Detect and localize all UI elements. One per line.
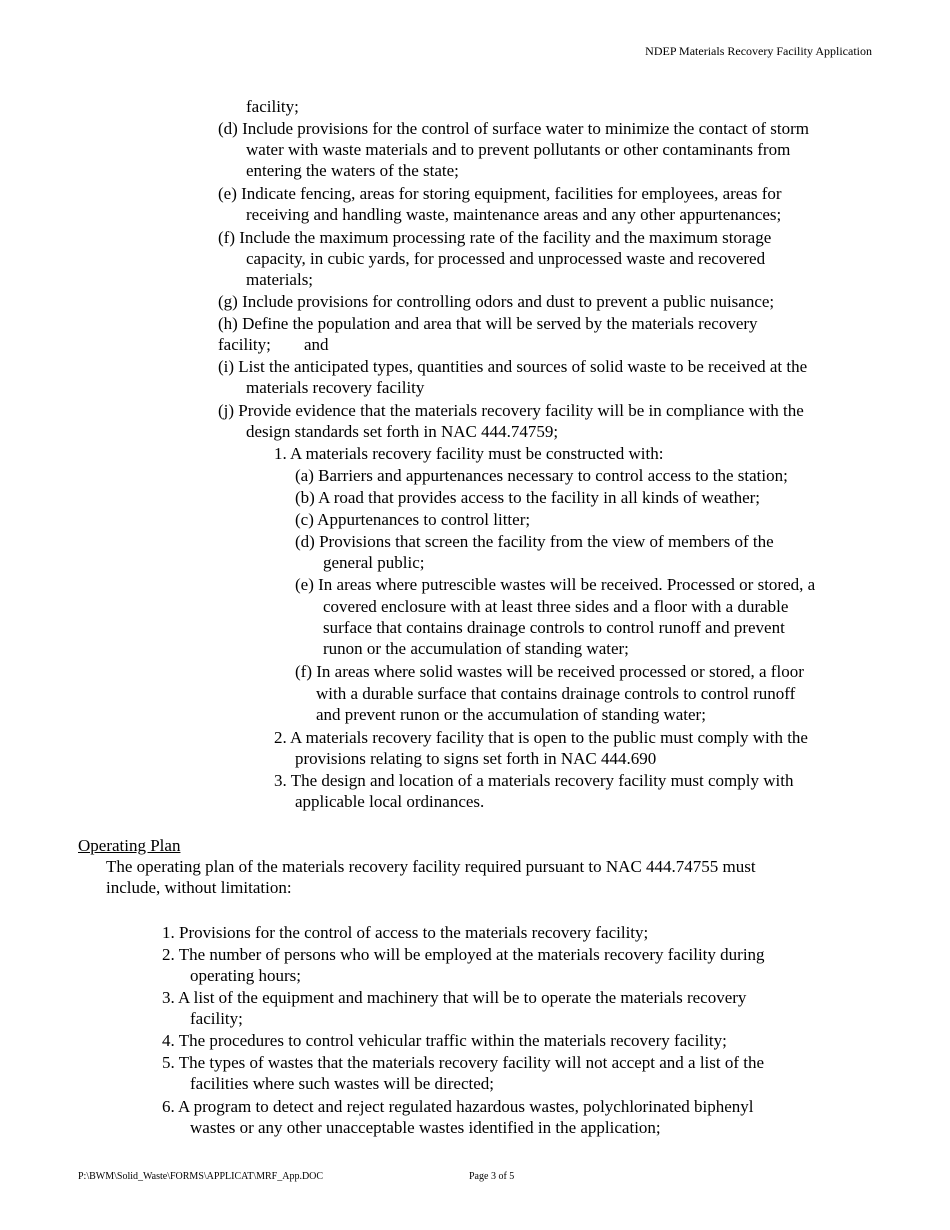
standard-1c: (c) Appurtenances to control litter;: [295, 510, 531, 529]
operating-plan-intro-line2: include, without limitation:: [106, 878, 292, 897]
standard-2: 2. A materials recovery facility that is open to the public must comply with the: [274, 728, 808, 747]
standard-3: 3. The design and location of a materials recovery facility must comply with: [274, 771, 794, 790]
item-h-line2: facility;: [218, 335, 271, 354]
item-j: (j) Provide evidence that the materials recovery facility will be in compliance with the: [218, 401, 804, 420]
standard-1f-line2: with a durable surface that contains drainage controls to control runoff: [316, 684, 796, 703]
standard-1: 1. A materials recovery facility must be constructed with:: [274, 444, 664, 463]
standard-1e: (e) In areas where putrescible wastes will be received. Processed or stored, a: [295, 575, 816, 594]
operating-item-4: 4. The procedures to control vehicular traffic within the materials recovery facility;: [162, 1031, 727, 1050]
operating-item-3: 3. A list of the equipment and machinery that will be to operate the materials recovery: [162, 988, 747, 1007]
operating-item-6: 6. A program to detect and reject regulated hazardous wastes, polychlorinated biphenyl: [162, 1097, 754, 1116]
page-header: NDEP Materials Recovery Facility Application: [645, 44, 872, 58]
operating-item-5: 5. The types of wastes that the materials recovery facility will not accept and a list of the: [162, 1053, 765, 1072]
standard-1f: (f) In areas where solid wastes will be received processed or stored, a floor: [295, 662, 804, 681]
standard-1e-line3: surface that contains drainage controls to control runoff and prevent: [323, 618, 785, 637]
item-j-line2: design standards set forth in NAC 444.74759;: [246, 422, 559, 441]
item-c-continuation: facility;: [246, 97, 299, 116]
item-i: (i) List the anticipated types, quantities and sources of solid waste to be received at the: [218, 357, 808, 376]
item-f: (f) Include the maximum processing rate of the facility and the maximum storage: [218, 228, 772, 247]
item-d-line2: water with waste materials and to prevent pollutants or other contaminants from: [246, 140, 791, 159]
standard-1d: (d) Provisions that screen the facility from the view of members of the: [295, 532, 774, 551]
standard-1e-line2: covered enclosure with at least three sides and a floor with a durable: [323, 597, 789, 616]
item-h-and: and: [304, 335, 329, 354]
item-e-line2: receiving and handling waste, maintenance areas and any other appurtenances;: [246, 205, 782, 224]
item-e: (e) Indicate fencing, areas for storing equipment, facilities for employees, areas for: [218, 184, 782, 203]
operating-item-1: 1. Provisions for the control of access to the materials recovery facility;: [162, 923, 649, 942]
standard-3-line2: applicable local ordinances.: [295, 792, 485, 811]
item-h: (h) Define the population and area that will be served by the materials recovery: [218, 314, 758, 333]
standard-1a: (a) Barriers and appurtenances necessary to control access to the station;: [295, 466, 788, 485]
item-g: (g) Include provisions for controlling odors and dust to prevent a public nuisance;: [218, 292, 775, 311]
footer-page-number: Page 3 of 5: [469, 1171, 515, 1182]
operating-plan-intro: The operating plan of the materials recovery facility required pursuant to NAC 444.74755 must: [106, 857, 756, 876]
item-d: (d) Include provisions for the control of surface water to minimize the contact of storm: [218, 119, 810, 138]
operating-item-5-line2: facilities where such wastes will be directed;: [190, 1074, 494, 1093]
standard-2-line2: provisions relating to signs set forth in NAC 444.690: [295, 749, 657, 768]
operating-item-6-line2: wastes or any other unacceptable wastes identified in the application;: [190, 1118, 661, 1137]
standard-1e-line4: runon or the accumulation of standing water;: [323, 639, 629, 658]
standard-1f-line3: and prevent runon or the accumulation of standing water;: [316, 705, 706, 724]
operating-item-3-line2: facility;: [190, 1009, 243, 1028]
standard-1b: (b) A road that provides access to the facility in all kinds of weather;: [295, 488, 761, 507]
item-f-line3: materials;: [246, 270, 314, 289]
operating-plan-heading: Operating Plan: [78, 836, 181, 855]
footer-path: P:\BWM\Solid_Waste\FORMS\APPLICAT\MRF_App.DOC: [78, 1171, 324, 1182]
standard-1d-line2: general public;: [323, 553, 425, 572]
item-d-line3: entering the waters of the state;: [246, 161, 459, 180]
operating-item-2: 2. The number of persons who will be employed at the materials recovery facility during: [162, 945, 765, 964]
item-i-line2: materials recovery facility: [246, 378, 425, 397]
item-f-line2: capacity, in cubic yards, for processed and unprocessed waste and recovered: [246, 249, 766, 268]
operating-item-2-line2: operating hours;: [190, 966, 301, 985]
